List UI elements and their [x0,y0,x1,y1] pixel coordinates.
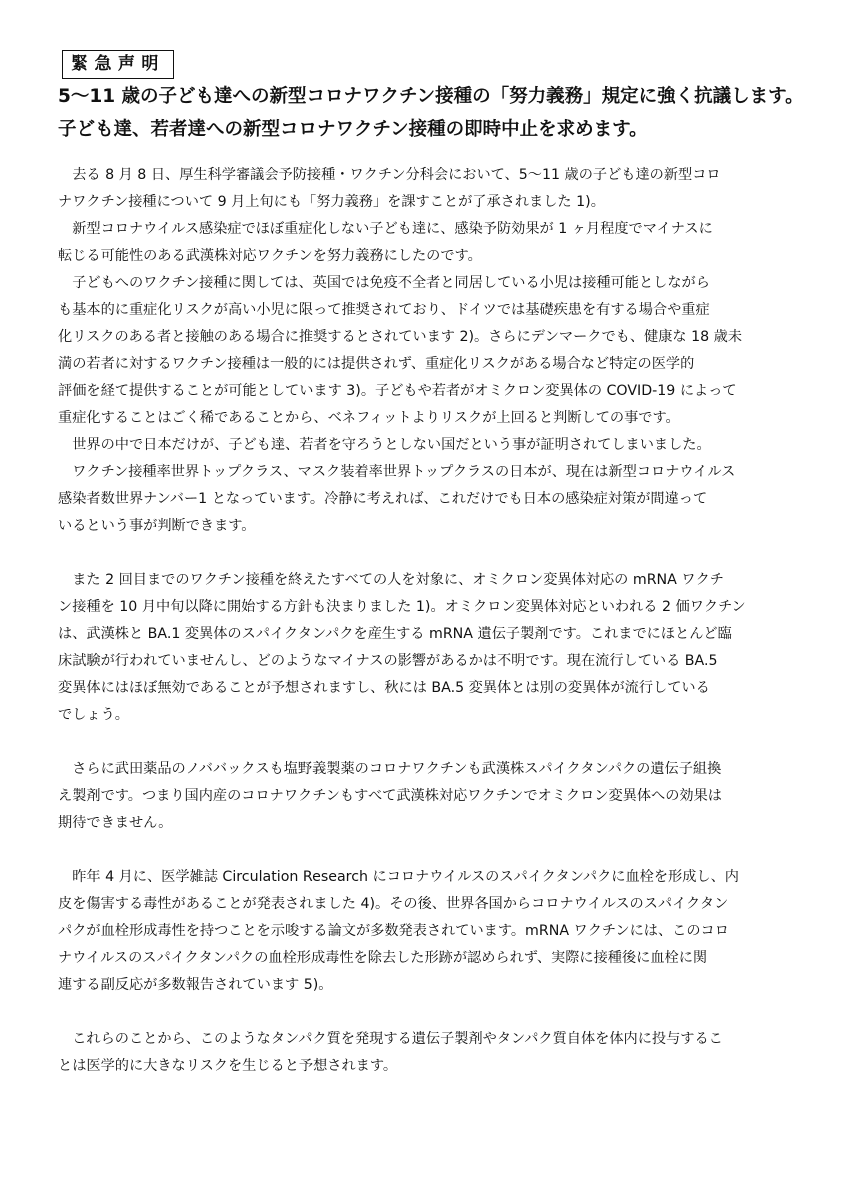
paragraph-line: 重症化することはごく稀であることから、ベネフィットよりリスクが上回ると判断しての事です。 [58,410,680,426]
paragraph [58,162,802,216]
emergency-statement-label: 緊急声明 [62,50,174,79]
paragraph-line: 世界の中で日本だけが、子ども達、若者を守ろうとしない国だという事が証明されてしまいました。 [72,437,711,453]
paragraph-line: でしょう。 [58,707,129,723]
paragraph-line: 評価を経て提供することが可能としています 3)。子どもや若者がオミクロン変異体の COVID-19 によって [58,383,737,399]
paragraph-line: 床試験が行われていませんし、どのようなマイナスの影響があるかは不明です。現在流行している BA.5 [58,653,718,669]
paragraph-line: さらに武田薬品のノババックスも塩野義製薬のコロナワクチンも武漢株スパイクタンパクの遺伝子組換 [72,761,722,777]
paragraph [58,216,802,270]
paragraph [58,567,802,729]
paragraph-line: ワクチン接種率世界トップクラス、マスク装着率世界トップクラスの日本が、現在は新型コロナウイルス [72,464,736,480]
paragraph [58,864,802,999]
paragraph-line: ン接種を 10 月中旬以降に開始する方針も決まりました 1)。オミクロン変異体対応といわれる 2 価ワクチン [58,599,746,615]
paragraph [58,432,802,459]
paragraph-line: は、武漢株と BA.1 変異体のスパイクタンパクを産生する mRNA 遺伝子製剤です。これまでにほとんど臨 [58,626,732,642]
paragraph-line: ナウイルスのスパイクタンパクの血栓形成毒性を除去した形跡が認められず、実際に接種後に血栓に関 [58,950,708,966]
paragraph-line: 新型コロナウイルス感染症でほぼ重症化しない子ども達に、感染予防効果が 1 ヶ月程度でマイナスに [72,221,713,237]
paragraph [58,756,802,837]
paragraph-line: 連する副反応が多数報告されています 5)。 [58,977,333,993]
paragraph-line: 皮を傷害する毒性があることが発表されました 4)。その後、世界各国からコロナウイルスのスパイクタン [58,896,729,912]
paragraph-line: ナワクチン接種について 9 月上旬にも「努力義務」を課すことが了承されました 1)。 [58,194,605,210]
paragraph-line: 満の若者に対するワクチン接種は一般的には提供されず、重症化リスクがある場合など特定の医学的 [58,356,695,372]
paragraph-line: え製剤です。つまり国内産のコロナワクチンもすべて武漢株対応ワクチンでオミクロン変異体への効果は [58,788,722,804]
paragraph-line: とは医学的に大きなリスクを生じると予想されます。 [58,1058,398,1074]
paragraph-line: また 2 回目までのワクチン接種を終えたすべての人を対象に、オミクロン変異体対応の mRNA ワクチ [72,572,724,588]
statement-body [58,162,802,1080]
paragraph-line: も基本的に重症化リスクが高い小児に限って推奨されており、ドイツでは基礎疾患を有する場合や重症 [58,302,710,318]
paragraph-line: これらのことから、このようなタンパク質を発現する遺伝子製剤やタンパク質自体を体内に投与するこ [72,1031,723,1047]
paragraph-line: 感染者数世界ナンバー1 となっています。冷静に考えれば、これだけでも日本の感染症対策が間違って [58,491,708,507]
paragraph-line: 変異体にはほぼ無効であることが予想されますし、秋には BA.5 変異体とは別の変異体が流行している [58,680,710,696]
paragraph [58,270,802,432]
paragraph-line: 化リスクのある者と接触のある場合に推奨するとされています 2)。さらにデンマークでも、健康な 18 歳未 [58,329,743,345]
paragraph-line: 去る 8 月 8 日、厚生科学審議会予防接種・ワクチン分科会において、5～11 歳の子ども達の新型コロ [72,167,721,183]
paragraph-line: 昨年 4 月に、医学雑誌 Circulation Research にコロナウイルスのスパイクタンパクに血栓を形成し、内 [72,869,739,885]
paragraph-line: 子どもへのワクチン接種に関しては、英国では免疫不全者と同居している小児は接種可能としながら [72,275,710,291]
paragraph-line: 転じる可能性のある武漢株対応ワクチンを努力義務にしたのです。 [58,248,482,264]
paragraph-line: パクが血栓形成毒性を持つことを示唆する論文が多数発表されています。mRNA ワクチンには、このコロ [58,923,729,939]
paragraph-line: いるという事が判断できます。 [58,518,256,534]
headline-line-2: 子ども達、若者達への新型コロナワクチン接種の即時中止を求めます。 [58,119,648,140]
paragraph-line: 期待できません。 [58,815,173,831]
headline-line-1: 5～11 歳の子ども達への新型コロナワクチン接種の「努力義務」規定に強く抗議します。 [58,86,804,107]
paragraph [58,459,802,540]
paragraph [58,1026,802,1080]
